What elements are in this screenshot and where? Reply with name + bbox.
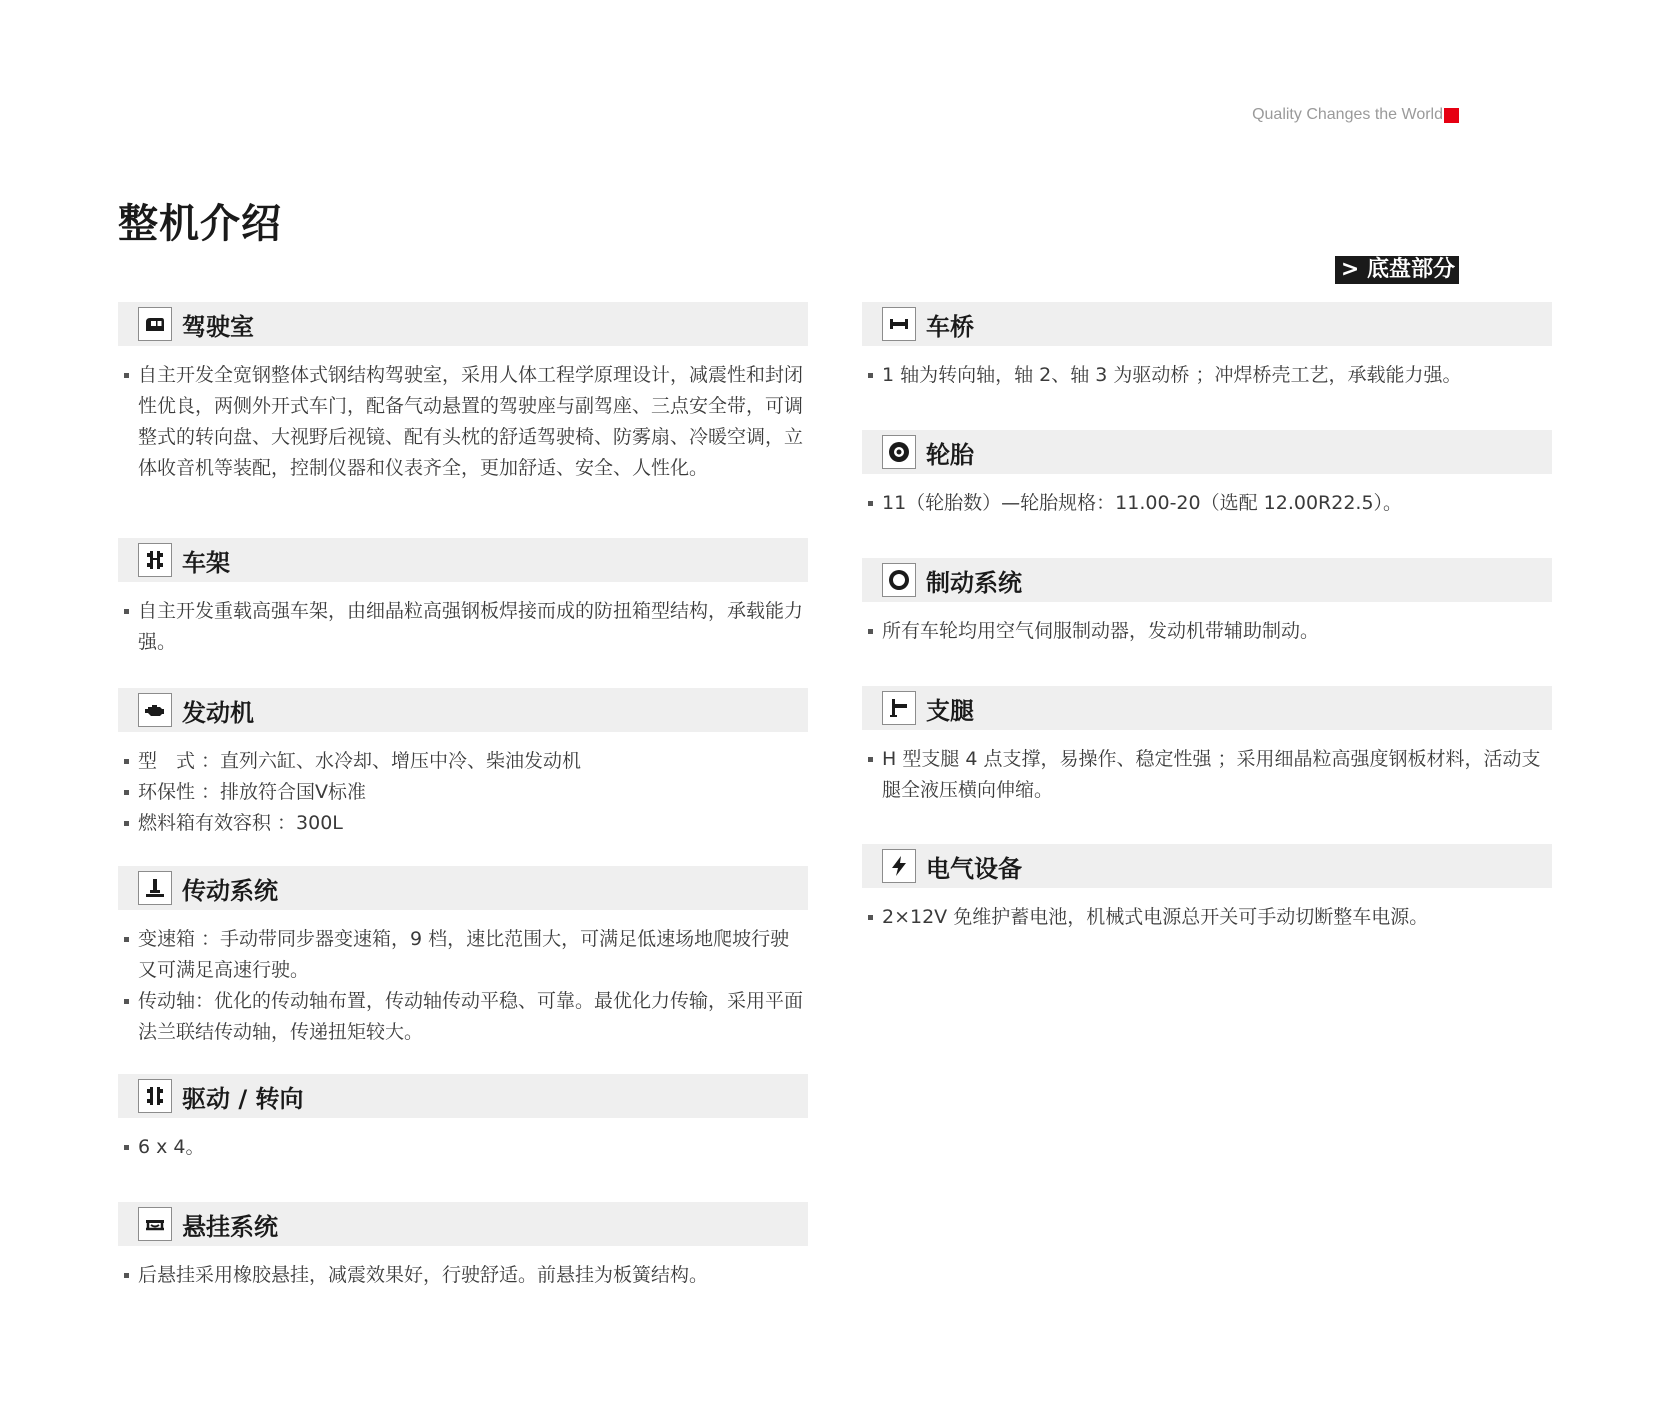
section-title: 发动机	[182, 698, 254, 727]
section-title: 车架	[182, 548, 230, 577]
item-list	[118, 346, 808, 484]
section-brake	[862, 558, 1552, 686]
section-header	[862, 686, 1552, 730]
brake-icon	[882, 563, 916, 597]
list-item: 传动轴：优化的传动轴布置，传动轴传动平稳、可靠。最优化力传输，采用平面法兰联结传动轴，传递扭矩较大。	[138, 986, 808, 1048]
section-title: 制动系统	[926, 568, 1022, 597]
section-header	[118, 538, 808, 582]
section-title: 车桥	[926, 312, 974, 341]
list-item: 燃料箱有效容积 ：300L	[138, 808, 808, 839]
list-item: 环保性 ：排放符合国Ⅴ标准	[138, 777, 808, 808]
section-tag: > 底盘部分	[1335, 256, 1459, 284]
list-item: 1 轴为转向轴，轴 2、轴 3 为驱动桥 ；冲焊桥壳工艺，承载能力强。	[882, 360, 1552, 391]
item-list	[862, 602, 1552, 647]
frame-icon	[138, 543, 172, 577]
section-frame	[118, 538, 808, 688]
gearshift-icon	[138, 871, 172, 905]
section-axle	[862, 302, 1552, 430]
item-list	[118, 910, 808, 1048]
engine-icon	[138, 693, 172, 727]
outrigger-icon	[882, 691, 916, 725]
tire-icon	[882, 435, 916, 469]
suspension-icon	[138, 1207, 172, 1241]
section-suspension	[118, 1202, 808, 1291]
tagline: Quality Changes the World	[1252, 106, 1443, 123]
item-list	[862, 346, 1552, 391]
list-item: 自主开发全宽钢整体式钢结构驾驶室，采用人体工程学原理设计，减震性和封闭性优良，两侧外开式车门，配备气动悬置的驾驶座与副驾座、三点安全带，可调整式的转向盘、大视野后视镜、配有头枕的舒适驾驶椅、防雾扇、冷暖空调，立体收音机等装配，控制仪器和仪表齐全，更加舒适、安全、人性化。	[138, 360, 808, 484]
section-header	[118, 1202, 808, 1246]
item-list	[118, 732, 808, 839]
section-engine	[118, 688, 808, 866]
item-list	[862, 888, 1552, 933]
list-item: 所有车轮均用空气伺服制动器，发动机带辅助制动。	[882, 616, 1552, 647]
list-item: 型 式 ：直列六缸、水冷却、增压中冷、柴油发动机	[138, 746, 808, 777]
section-header	[118, 688, 808, 732]
section-outrigger	[862, 686, 1552, 844]
section-title: 电气设备	[926, 854, 1022, 883]
section-transmission	[118, 866, 808, 1074]
section-header	[862, 302, 1552, 346]
section-tire	[862, 430, 1552, 558]
section-header	[862, 844, 1552, 888]
section-electrical	[862, 844, 1552, 933]
item-list	[118, 582, 808, 658]
lightning-icon	[882, 849, 916, 883]
page-title: 整机介绍	[118, 201, 282, 247]
list-item: 2×12V 免维护蓄电池，机械式电源总开关可手动切断整车电源。	[882, 902, 1552, 933]
item-list	[118, 1246, 808, 1291]
list-item: 11（轮胎数）—轮胎规格：11.00-20（选配 12.00R22.5）。	[882, 488, 1552, 519]
item-list	[862, 474, 1552, 519]
section-header	[118, 866, 808, 910]
section-header	[862, 430, 1552, 474]
list-item: 后悬挂采用橡胶悬挂，减震效果好，行驶舒适。前悬挂为板簧结构。	[138, 1260, 808, 1291]
section-title: 悬挂系统	[182, 1212, 278, 1241]
item-list	[118, 1118, 808, 1163]
section-drive	[118, 1074, 808, 1202]
list-item: H 型支腿 4 点支撑，易操作、稳定性强 ；采用细晶粒高强度钢板材料，活动支腿全液压横向伸缩。	[882, 744, 1552, 806]
section-cab	[118, 302, 808, 538]
list-item: 6 x 4。	[138, 1132, 808, 1163]
section-title: 驱动 / 转向	[182, 1084, 304, 1113]
axle-icon	[882, 307, 916, 341]
section-title: 轮胎	[926, 440, 974, 469]
section-header	[118, 1074, 808, 1118]
right-column	[862, 302, 1552, 933]
section-header	[862, 558, 1552, 602]
section-header	[118, 302, 808, 346]
section-title: 支腿	[926, 696, 974, 725]
item-list	[862, 730, 1552, 806]
drive-icon	[138, 1079, 172, 1113]
list-item: 变速箱 ：手动带同步器变速箱，9 档，速比范围大，可满足低速场地爬坡行驶又可满足高速行驶。	[138, 924, 808, 986]
section-title: 驾驶室	[182, 312, 254, 341]
list-item: 自主开发重载高强车架，由细晶粒高强钢板焊接而成的防扭箱型结构，承载能力强。	[138, 596, 808, 658]
brand-square	[1444, 108, 1459, 123]
cab-icon	[138, 307, 172, 341]
left-column	[118, 302, 808, 1291]
section-title: 传动系统	[182, 876, 278, 905]
